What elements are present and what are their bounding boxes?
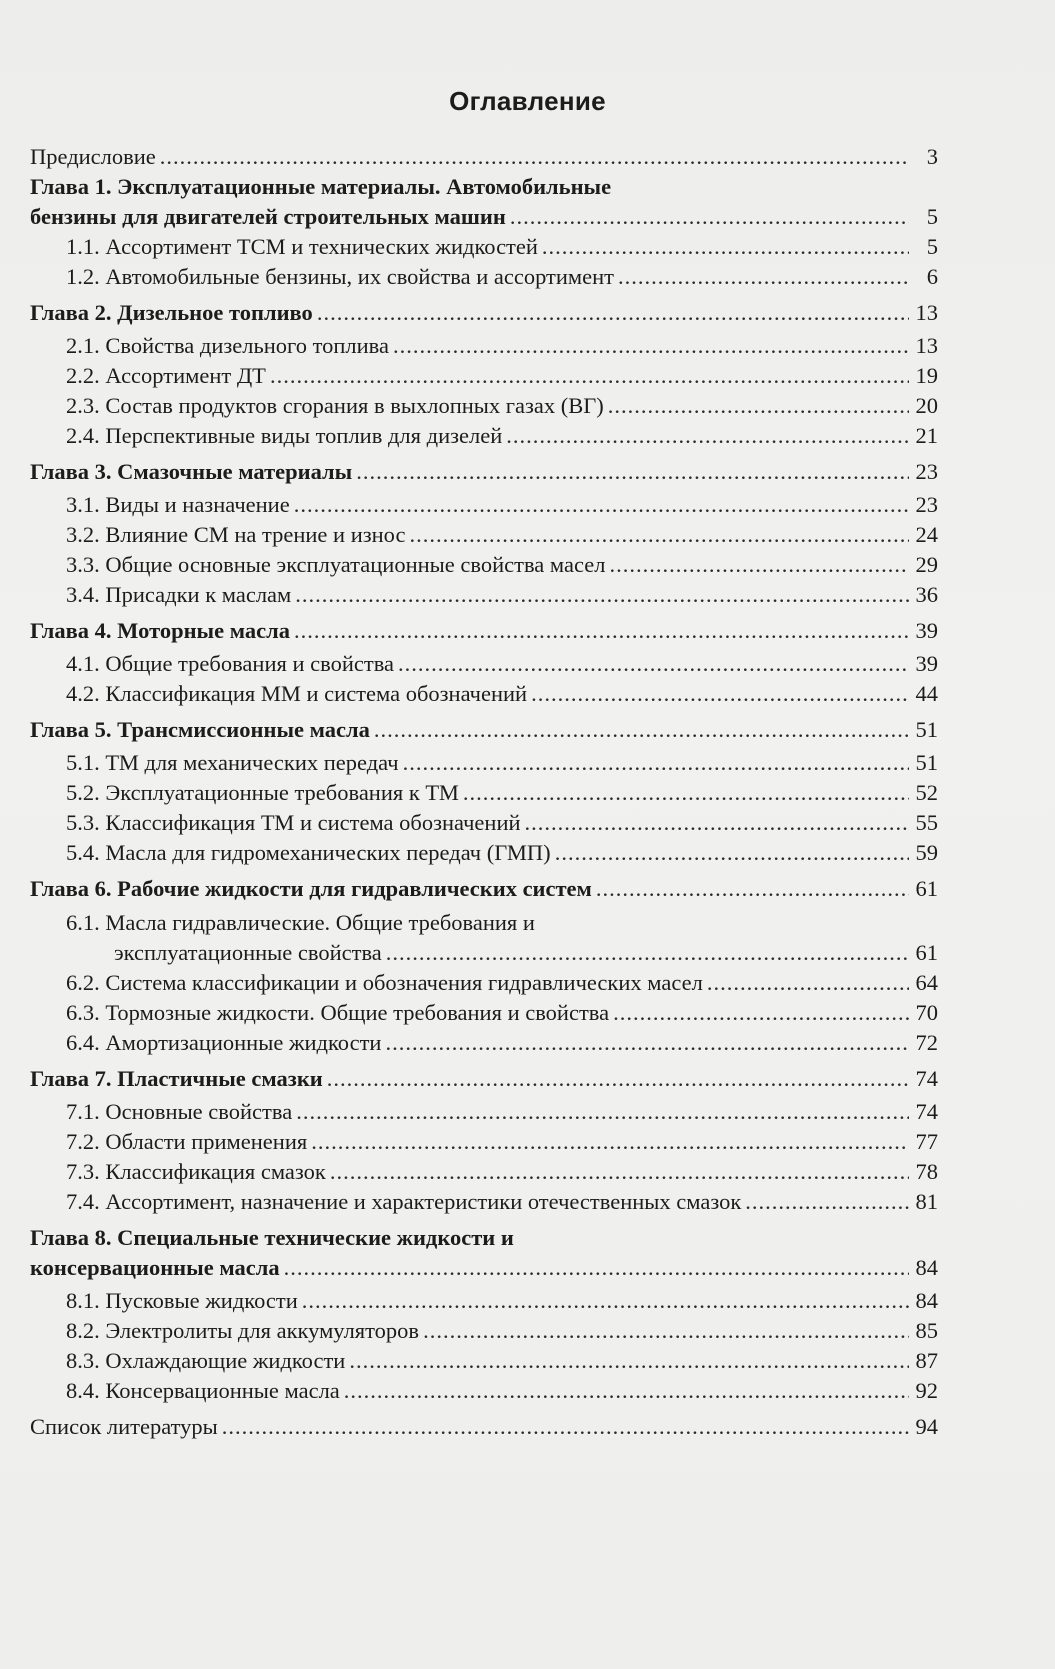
entry-label: 2.3. Состав продуктов сгорания в выхлопных газах (ВГ) — [66, 393, 604, 418]
entry-page: 51 — [915, 750, 938, 775]
toc-entry-chapter-8 — [30, 1253, 938, 1283]
entry-label: 8.2. Электролиты для аккумуляторов — [66, 1318, 420, 1343]
entry-label: Глава 7. Пластичные смазки — [30, 1066, 323, 1091]
entry-page: 39 — [915, 618, 938, 643]
toc-entry-2-2 — [66, 361, 938, 391]
entry-page: 94 — [915, 1414, 938, 1439]
toc-entry-2-4 — [66, 421, 938, 451]
toc-entry-chapter-4 — [30, 616, 938, 646]
dot-leader — [608, 391, 909, 421]
dot-leader — [398, 649, 909, 679]
dot-leader — [525, 808, 909, 838]
entry-label: эксплуатационные свойства — [114, 940, 382, 965]
dot-leader — [510, 202, 909, 232]
dot-leader — [294, 490, 909, 520]
entry-label: бензины для двигателей строительных машин — [30, 204, 506, 229]
toc-entry-5-4 — [66, 838, 938, 868]
entry-label: 3.3. Общие основные эксплуатационные свойства масел — [66, 552, 606, 577]
entry-page: 19 — [915, 363, 938, 388]
entry-page: 92 — [915, 1378, 938, 1403]
toc-entry-5-2 — [66, 778, 938, 808]
toc-entry-6-4 — [66, 1028, 938, 1058]
entry-page: 29 — [915, 552, 938, 577]
toc-entry-references — [30, 1412, 938, 1442]
entry-label: 8.3. Охлаждающие жидкости — [66, 1348, 346, 1373]
entry-page: 61 — [915, 940, 938, 965]
entry-label: 3.1. Виды и назначение — [66, 492, 290, 517]
entry-page: 24 — [915, 522, 938, 547]
entry-label: Глава 5. Трансмиссионные масла — [30, 717, 370, 742]
dot-leader — [344, 1376, 909, 1406]
entry-label: 2.1. Свойства дизельного топлива — [66, 333, 389, 358]
entry-page: 74 — [915, 1099, 938, 1124]
entry-page: 87 — [915, 1348, 938, 1373]
toc-entry-7-4 — [66, 1187, 938, 1217]
toc-entry-chapter-5 — [30, 715, 938, 745]
dot-leader — [707, 968, 909, 998]
entry-page: 64 — [915, 970, 938, 995]
entry-page: 52 — [915, 780, 938, 805]
entry-label: 5.2. Эксплуатационные требования к ТМ — [66, 780, 459, 805]
entry-page: 84 — [915, 1255, 938, 1280]
dot-leader — [160, 142, 909, 172]
entry-page: 39 — [915, 651, 938, 676]
entry-label: 7.4. Ассортимент, назначение и характеристики отечественных смазок — [66, 1189, 742, 1214]
entry-page: 13 — [915, 300, 938, 325]
page-title: Оглавление — [449, 86, 606, 116]
entry-page: 85 — [915, 1318, 938, 1343]
toc-entry-7-1 — [66, 1097, 938, 1127]
entry-page: 55 — [915, 810, 938, 835]
toc-entry-6-3 — [66, 998, 938, 1028]
dot-leader — [542, 232, 909, 262]
entry-label: 7.1. Основные свойства — [66, 1099, 293, 1124]
toc-entry-5-1 — [66, 748, 938, 778]
dot-leader — [385, 1028, 909, 1058]
toc-entry-chapter-7 — [30, 1064, 938, 1094]
entry-page: 78 — [915, 1159, 938, 1184]
dot-leader — [317, 298, 909, 328]
toc-entry-5-3 — [66, 808, 938, 838]
dot-leader — [270, 361, 909, 391]
entry-page: 77 — [915, 1129, 938, 1154]
toc-entry-chapter-6 — [30, 874, 938, 904]
entry-label: 5.3. Классификация ТМ и система обозначений — [66, 810, 521, 835]
entry-page: 70 — [915, 1000, 938, 1025]
entry-page: 23 — [915, 492, 938, 517]
dot-leader — [463, 778, 909, 808]
toc-entry-3-2 — [66, 520, 938, 550]
entry-label: 3.4. Присадки к маслам — [66, 582, 292, 607]
toc-entry-4-2 — [66, 679, 938, 709]
entry-label: 2.2. Ассортимент ДТ — [66, 363, 266, 388]
dot-leader — [330, 1157, 909, 1187]
dot-leader — [745, 1187, 909, 1217]
dot-leader — [222, 1412, 909, 1442]
entry-label: 5.1. ТМ для механических передач — [66, 750, 399, 775]
toc-entry-2-3 — [66, 391, 938, 421]
entry-page: 36 — [915, 582, 938, 607]
dot-leader — [393, 331, 909, 361]
entry-label: Глава 2. Дизельное топливо — [30, 300, 313, 325]
dot-leader — [618, 262, 909, 292]
dot-leader — [302, 1286, 909, 1316]
dot-leader — [613, 998, 909, 1028]
dot-leader — [284, 1253, 909, 1283]
dot-leader — [609, 550, 909, 580]
toc-entry-3-4 — [66, 580, 938, 610]
entry-page: 74 — [915, 1066, 938, 1091]
entry-label: 4.1. Общие требования и свойства — [66, 651, 395, 676]
toc-entry-chapter-1 — [30, 202, 938, 232]
entry-label: 8.4. Консервационные масла — [66, 1378, 340, 1403]
dot-leader — [311, 1127, 909, 1157]
chapter-8-title-line: Глава 8. Специальные технические жидкости и — [30, 1225, 514, 1250]
dot-leader — [409, 520, 909, 550]
entry-label: 3.2. Влияние СМ на трение и износ — [66, 522, 406, 547]
entry-label: Глава 6. Рабочие жидкости для гидравлических систем — [30, 876, 592, 901]
dot-leader — [356, 457, 909, 487]
entry-page: 5 — [926, 204, 938, 229]
entry-page: 13 — [915, 333, 938, 358]
entry-page: 72 — [915, 1030, 938, 1055]
entry-label: Глава 4. Моторные масла — [30, 618, 291, 643]
entry-page: 6 — [926, 264, 938, 289]
toc-entry-preface — [30, 142, 938, 172]
dot-leader — [294, 616, 909, 646]
entry-label: Предисловие — [30, 144, 156, 169]
entry-label: Список литературы — [30, 1414, 218, 1439]
entry-page: 59 — [915, 840, 938, 865]
entry-label: 5.4. Масла для гидромеханических передач (ГМП) — [66, 840, 551, 865]
entry-page: 44 — [915, 681, 938, 706]
toc-entry-8-1 — [66, 1286, 938, 1316]
entry-label: 7.2. Области применения — [66, 1129, 308, 1154]
entry-page: 23 — [915, 459, 938, 484]
entry-label: Глава 3. Смазочные материалы — [30, 459, 353, 484]
entry-label: 2.4. Перспективные виды топлив для дизелей — [66, 423, 503, 448]
toc-entry-2-1 — [66, 331, 938, 361]
toc-entry-7-3 — [66, 1157, 938, 1187]
toc-entry-chapter-3 — [30, 457, 938, 487]
entry-page: 5 — [926, 234, 938, 259]
entry-page: 61 — [915, 876, 938, 901]
dot-leader — [423, 1316, 909, 1346]
toc-entry-7-2 — [66, 1127, 938, 1157]
entry-page: 81 — [915, 1189, 938, 1214]
dot-leader — [506, 421, 909, 451]
toc-entry-8-3 — [66, 1346, 938, 1376]
entry-page: 84 — [915, 1288, 938, 1313]
toc-entry-6-1 — [114, 938, 938, 968]
dot-leader — [296, 1097, 909, 1127]
toc-entry-chapter-2 — [30, 298, 938, 328]
chapter-1-title-line: Глава 1. Эксплуатационные материалы. Автомобильные — [30, 174, 612, 199]
dot-leader — [403, 748, 909, 778]
toc-entry-6-2 — [66, 968, 938, 998]
dot-leader — [555, 838, 909, 868]
entry-page: 20 — [915, 393, 938, 418]
dot-leader — [327, 1064, 909, 1094]
dot-leader — [349, 1346, 909, 1376]
entry-page: 3 — [926, 144, 938, 169]
entry-page: 21 — [915, 423, 938, 448]
toc-entry-3-1 — [66, 490, 938, 520]
toc-entry-8-4 — [66, 1376, 938, 1406]
dot-leader — [596, 874, 909, 904]
entry-label: консервационные масла — [30, 1255, 280, 1280]
section-6-1-title-line: 6.1. Масла гидравлические. Общие требования и — [66, 910, 535, 935]
toc-entry-3-3 — [66, 550, 938, 580]
toc-entry-4-1 — [66, 649, 938, 679]
dot-leader — [386, 938, 909, 968]
entry-label: 6.2. Система классификации и обозначения гидравлических масел — [66, 970, 703, 995]
dot-leader — [531, 679, 909, 709]
toc-entry-1-1 — [66, 232, 938, 262]
entry-label: 6.3. Тормозные жидкости. Общие требования и свойства — [66, 1000, 610, 1025]
entry-label: 6.4. Амортизационные жидкости — [66, 1030, 382, 1055]
dot-leader — [374, 715, 909, 745]
toc-entry-1-2 — [66, 262, 938, 292]
dot-leader — [295, 580, 909, 610]
entry-label: 8.1. Пусковые жидкости — [66, 1288, 298, 1313]
entry-label: 7.3. Классификация смазок — [66, 1159, 326, 1184]
entry-label: 1.2. Автомобильные бензины, их свойства и ассортимент — [66, 264, 615, 289]
entry-label: 4.2. Классификация ММ и система обозначений — [66, 681, 528, 706]
entry-label: 1.1. Ассортимент ТСМ и технических жидкостей — [66, 234, 538, 259]
entry-page: 51 — [915, 717, 938, 742]
toc-entry-8-2 — [66, 1316, 938, 1346]
